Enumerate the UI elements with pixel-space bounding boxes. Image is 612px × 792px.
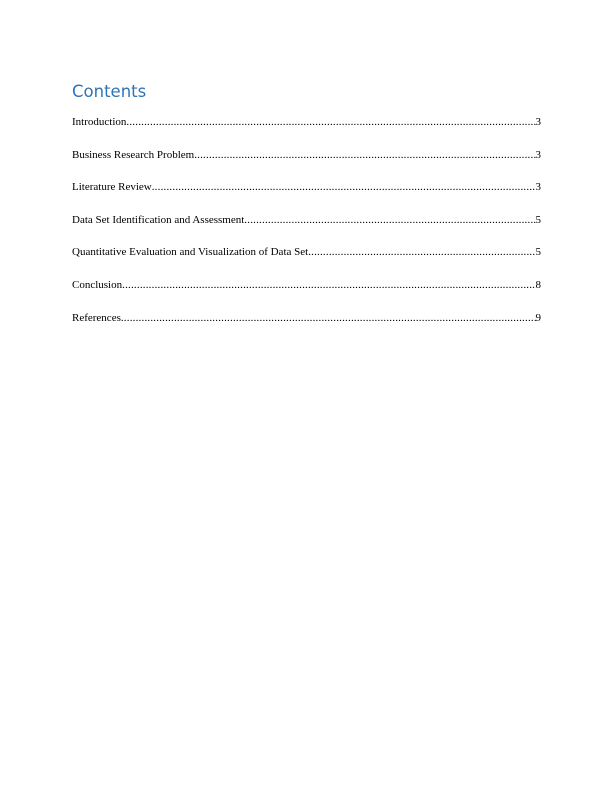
toc-dot-leader bbox=[244, 212, 535, 228]
toc-entry-page-number: 9 bbox=[535, 311, 541, 324]
toc-entry-title: References bbox=[72, 311, 121, 324]
toc-dot-leader bbox=[194, 147, 535, 163]
toc-entry-page-number: 3 bbox=[535, 181, 541, 194]
toc-entry-introduction[interactable] bbox=[72, 114, 541, 130]
toc-entry-page-number: 3 bbox=[535, 148, 541, 161]
toc-entry-literature-review[interactable] bbox=[72, 179, 541, 195]
toc-entry-title: Business Research Problem bbox=[72, 148, 195, 161]
toc-heading: Contents bbox=[72, 82, 147, 101]
toc-entry-page-number: 3 bbox=[535, 116, 541, 128]
toc-entry-title: Quantitative Evaluation and Visualization of Data Set bbox=[72, 246, 309, 259]
toc-dot-leader bbox=[126, 114, 535, 130]
toc-dot-leader bbox=[152, 179, 536, 195]
toc-entry-references[interactable] bbox=[72, 310, 541, 326]
toc-entry-page-number: 5 bbox=[535, 213, 541, 226]
toc-entry-title: Introduction bbox=[72, 116, 127, 128]
toc-entry-title: Data Set Identification and Assessment bbox=[72, 213, 245, 226]
toc-entry-conclusion[interactable] bbox=[72, 277, 541, 293]
toc-entry-page-number: 5 bbox=[535, 246, 541, 259]
toc-entry-title: Literature Review bbox=[72, 181, 152, 194]
toc-entry-data-set-identification[interactable] bbox=[72, 212, 541, 228]
toc-dot-leader bbox=[122, 277, 535, 293]
toc-dot-leader bbox=[121, 310, 536, 326]
toc-entry-quantitative-evaluation[interactable] bbox=[72, 244, 541, 260]
toc-entry-business-research-problem[interactable] bbox=[72, 147, 541, 163]
toc-entry-title: Conclusion bbox=[72, 278, 123, 291]
toc-entry-page-number: 8 bbox=[535, 278, 541, 291]
table-of-contents bbox=[72, 114, 541, 342]
toc-dot-leader bbox=[308, 244, 535, 260]
